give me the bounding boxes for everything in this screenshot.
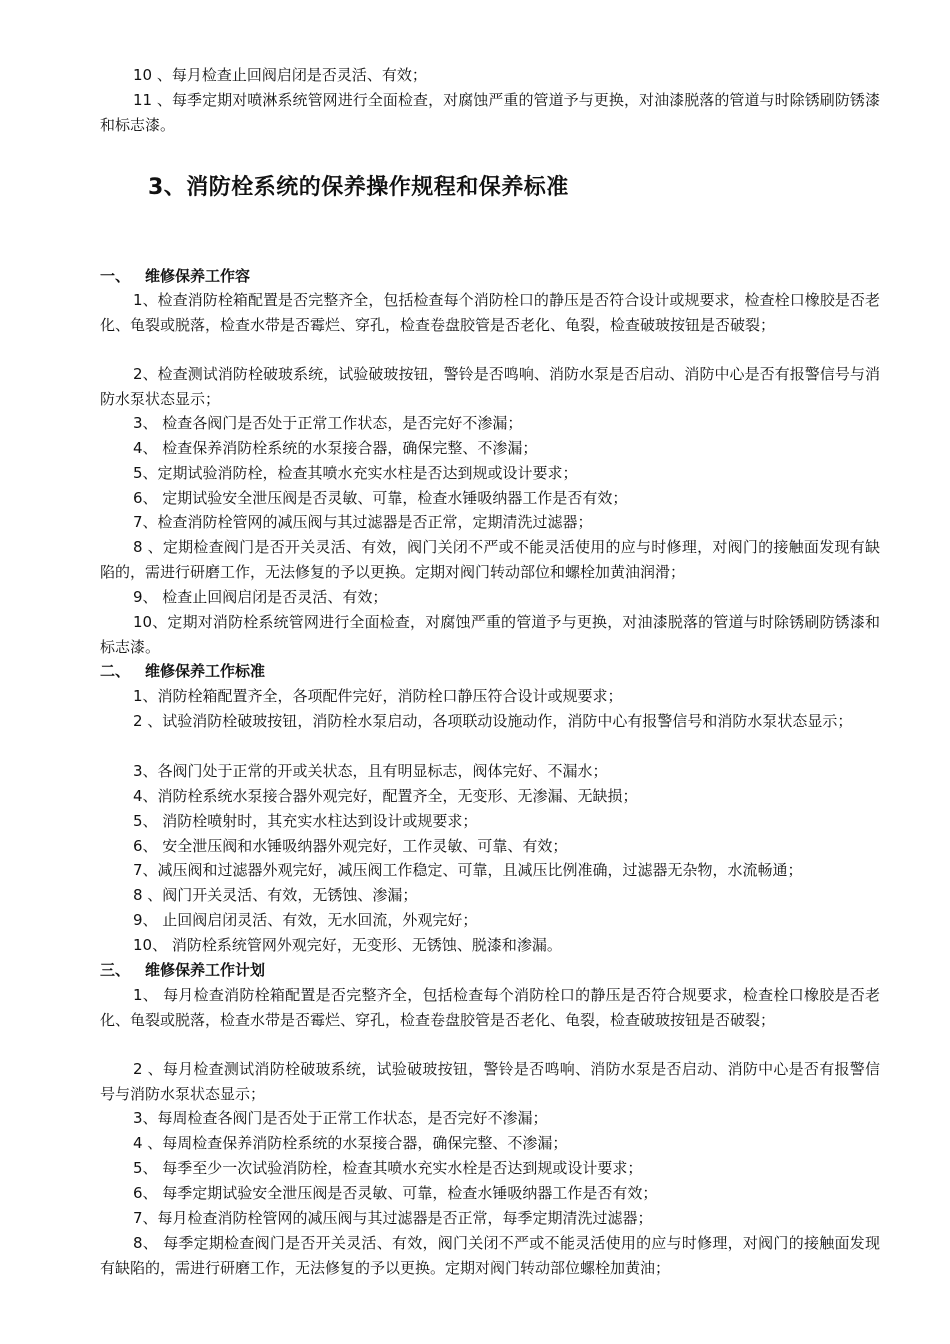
list-item: 4、消防栓系统水泵接合器外观完好，配置齐全，无变形、无渗漏、无缺损； [133,787,638,805]
list-item: 7、检查消防栓管网的减压阀与其过滤器是否正常，定期清洗过滤器； [133,513,593,531]
list-item: 6、 每季定期试验安全泄压阀是否灵敏、可靠，检查水锤吸纳器工作是否有效； [133,1184,658,1202]
section-2-title: 维修保养工作标准 [145,662,266,680]
list-item: 6、 安全泄压阀和水锤吸纳器外观完好，工作灵敏、可靠、有效； [133,837,568,855]
paragraph-top-10: 10 、每月检查止回阀启闭是否灵活、有效； [133,66,427,84]
paragraph-top-11: 11 、每季定期对喷淋系统管网进行全面检查，对腐蚀严重的管道予与更换，对油漆脱落的管道与时除锈刷防锈漆和标志漆。 [100,91,880,134]
list-item: 4、 检查保养消防栓系统的水泵接合器，确保完整、不渗漏； [133,439,538,457]
list-item: 9、 检查止回阀启闭是否灵活、有效； [133,588,388,606]
list-item: 1、检查消防栓箱配置是否完整齐全，包括检查每个消防栓口的静压是否符合设计或规要求，检查栓口橡胶是否老化、龟裂或脱落，检查水带是否霉烂、穿孔，检查卷盘胶管是否老化、龟裂，检查破玻按钮是否破裂； [100,291,880,334]
section-1-number: 一、 [100,267,131,285]
list-item: 3、各阀门处于正常的开或关状态，且有明显标志，阀体完好、不漏水； [133,762,608,780]
list-item: 7、减压阀和过滤器外观完好，减压阀工作稳定、可靠，且减压比例准确，过滤器无杂物，水流畅通； [133,861,803,879]
section-heading: 3、消防栓系统的保养操作规程和保养标准 [148,175,569,200]
list-item: 8 、阀门开关灵活、有效，无锈蚀、渗漏； [133,886,418,904]
section-3-header [100,958,265,983]
list-item: 2 、试验消防栓破玻按钮，消防栓水泵启动，各项联动设施动作，消防中心有报警信号和消防水泵状态显示； [133,712,853,730]
section-2-header [100,659,265,684]
section-3-title: 维修保养工作计划 [145,961,266,979]
list-item: 2、检查测试消防栓破玻系统，试验破玻按钮，警铃是否鸣响、消防水泵是否启动、消防中心是否有报警信号与消防水泵状态显示； [100,365,880,408]
list-item: 5、定期试验消防栓，检查其喷水充实水柱是否达到规或设计要求； [133,464,578,482]
list-item: 3、 检查各阀门是否处于正常工作状态，是否完好不渗漏； [133,414,523,432]
list-item: 6、 定期试验安全泄压阀是否灵敏、可靠，检查水锤吸纳器工作是否有效； [133,489,628,507]
list-item: 8、 每季定期检查阀门是否开关灵活、有效，阀门关闭不严或不能灵活使用的应与时修理，对阀门的接触面发现有缺陷的，需进行研磨工作，无法修复的予以更换。定期对阀门转动部位螺栓加黄油； [100,1234,880,1277]
section-3-number: 三、 [100,961,131,979]
list-item: 5、 消防栓喷射时，其充实水柱达到设计或规要求； [133,812,478,830]
list-item: 10、 消防栓系统管网外观完好，无变形、无锈蚀、脱漆和渗漏。 [133,936,562,954]
section-1-title: 维修保养工作容 [145,267,251,285]
list-item: 7、每月检查消防栓管网的减压阀与其过滤器是否正常，每季定期清洗过滤器； [133,1209,653,1227]
list-item: 1、消防栓箱配置齐全，各项配件完好，消防栓口静压符合设计或规要求； [133,687,623,705]
list-item: 2 、每月检查测试消防栓破玻系统，试验破玻按钮，警铃是否鸣响、消防水泵是否启动、消防中心是否有报警信号与消防水泵状态显示； [100,1060,880,1103]
section-1-header [100,264,250,289]
list-item: 4 、每周检查保养消防栓系统的水泵接合器，确保完整、不渗漏； [133,1134,568,1152]
list-item: 1、 每月检查消防栓箱配置是否完整齐全，包括检查每个消防栓口的静压是否符合规要求，检查栓口橡胶是否老化、龟裂或脱落，检查水带是否霉烂、穿孔，检查卷盘胶管是否老化、龟裂，检查破玻按钮是否破裂； [100,986,880,1029]
list-item: 10、定期对消防栓系统管网进行全面检查，对腐蚀严重的管道予与更换，对油漆脱落的管道与时除锈刷防锈漆和标志漆。 [100,613,880,656]
section-2-number: 二、 [100,662,131,680]
list-item: 8 、定期检查阀门是否开关灵活、有效，阀门关闭不严或不能灵活使用的应与时修理，对阀门的接触面发现有缺陷的，需进行研磨工作，无法修复的予以更换。定期对阀门转动部位和螺栓加黄油润滑； [100,538,880,581]
list-item: 5、 每季至少一次试验消防栓，检查其喷水充实水栓是否达到规或设计要求； [133,1159,643,1177]
list-item: 3、每周检查各阀门是否处于正常工作状态，是否完好不渗漏； [133,1109,548,1127]
list-item: 9、 止回阀启闭灵活、有效，无水回流，外观完好； [133,911,478,929]
